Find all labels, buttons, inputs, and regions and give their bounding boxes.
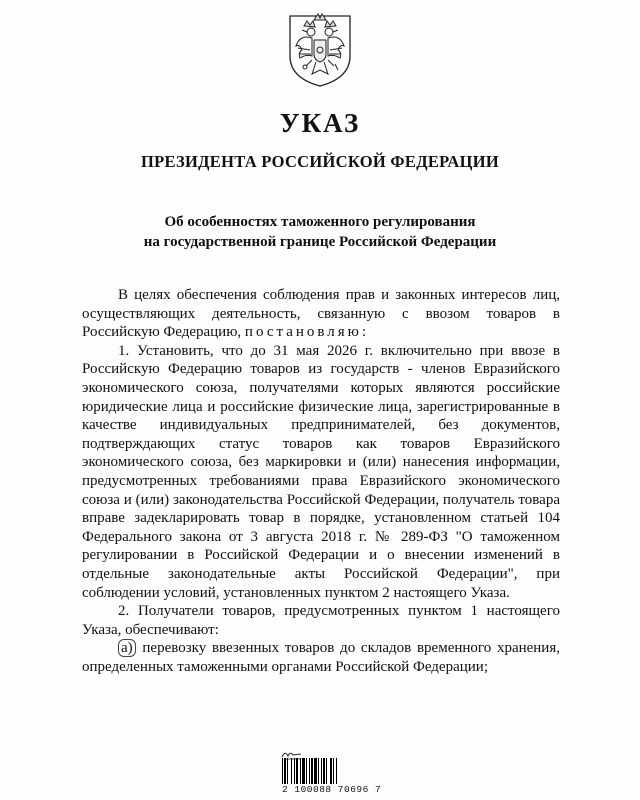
- preamble-resolution-word: постановляю:: [244, 324, 370, 341]
- document-heading-line-2: на государственной границе Российской Федерации: [143, 234, 497, 250]
- item-a-text: перевозку ввезенных товаров до складов временного хранения, определенных таможенными органами Российской Федерации;: [82, 640, 560, 675]
- coat-of-arms-emblem-icon: [282, 6, 358, 88]
- document-heading: [0, 212, 640, 252]
- decree-title: УКАЗ: [279, 108, 361, 138]
- barcode-icon: [282, 758, 378, 784]
- document-heading-line-1: Об особенностях таможенного регулирования: [164, 214, 476, 230]
- decree-body: [82, 286, 560, 676]
- clause-2: 2. Получатели товаров, предусмотренных пунктом 1 настоящего Указа, обеспечивают:: [82, 603, 560, 638]
- item-a-marker: а): [118, 639, 136, 657]
- clause-1: 1. Установить, что до 31 мая 2026 г. включительно при ввозе в Российскую Федерацию товаров из государств - членов Евразийского экономического союза, получателями которых являются российские юридические лица и российские физические лица, зарегистрированные в качестве индивидуальных предпринимателей, без документов, подтверждающих статус товаров как товаров Евразийского экономического союза, без маркировки и (или) нанесения информации, предусмотренных требованиями права Евразийского экономического союза и (или) законодательства Российской Федерации, получатель товара вправе задекларировать товар в порядке, установленном статьей 104 Федерального закона от 3 августа 2018 г. № 289-ФЗ "О таможенном регулировании в Российской Федерации и о внесении изменений в отдельные законодательные акты Российской Федерации", при соблюдении условий, установленных пунктом 2 настоящего Указа.: [82, 342, 560, 601]
- clause-2-item-a: [82, 639, 560, 676]
- barcode-number: 2 100088 70696 7: [282, 784, 382, 795]
- preamble-paragraph: [82, 286, 560, 342]
- preamble-text: В целях обеспечения соблюдения прав и законных интересов лиц, осуществляющих деятельность, связанную с ввозом товаров в Российскую Федерацию,: [82, 287, 560, 341]
- decree-issuer: ПРЕЗИДЕНТА РОССИЙСКОЙ ФЕДЕРАЦИИ: [140, 152, 500, 171]
